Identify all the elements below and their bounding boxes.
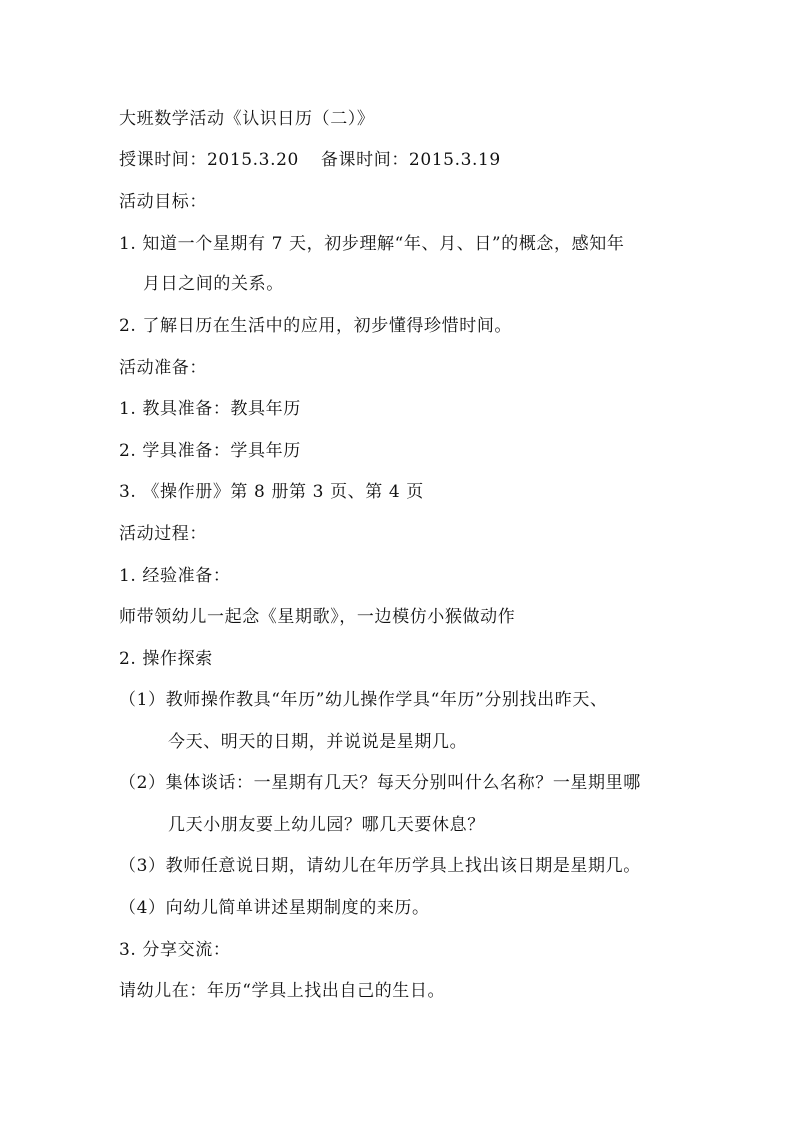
process-sub-2: （2）集体谈话：一星期有几天？每天分别叫什么名称？一星期里哪: [119, 773, 641, 793]
goal-item-1-continued: 月日之间的关系。: [143, 274, 284, 294]
preparation-heading: 活动准备：: [119, 358, 207, 378]
prep-date: 备课时间：2015.3.19: [320, 150, 501, 170]
preparation-item-1: 1. 教具准备：教具年历: [119, 399, 301, 419]
process-step-3-text: 请幼儿在：年历“学具上找出自己的生日。: [119, 981, 446, 1001]
date-line: [119, 149, 501, 171]
process-sub-2-continued: 几天小朋友要上幼儿园？哪几天要休息？: [168, 815, 485, 835]
preparation-item-3: 3. 《操作册》第 8 册第 3 页、第 4 页: [119, 482, 424, 502]
process-sub-4: （4）向幼儿简单讲述星期制度的来历。: [119, 898, 430, 918]
process-sub-1: （1）教师操作教具“年历”幼儿操作学具“年历”分别找出昨天、: [119, 690, 608, 710]
process-step-1-text: 师带领幼儿一起念《星期歌》，一边模仿小猴做动作: [119, 607, 516, 627]
lesson-date: 授课时间：2015.3.20: [119, 150, 299, 170]
goals-heading: 活动目标：: [119, 192, 207, 212]
process-heading: 活动过程：: [119, 524, 207, 544]
process-step-2: 2. 操作探索: [119, 649, 213, 669]
process-sub-1-continued: 今天、明天的日期，并说说是星期几。: [168, 732, 468, 752]
goal-item-2: 2. 了解日历在生活中的应用，初步懂得珍惜时间。: [119, 316, 513, 336]
preparation-item-2: 2. 学具准备：学具年历: [119, 441, 301, 461]
document-title: 大班数学活动《认识日历（二）》: [119, 109, 375, 129]
process-sub-3: （3）教师任意说日期，请幼儿在年历学具上找出该日期是星期几。: [119, 856, 641, 876]
goal-item-1: 1. 知道一个星期有 7 天，初步理解“年、月、日”的概念，感知年: [119, 234, 625, 254]
process-step-3: 3. 分享交流：: [119, 940, 231, 960]
process-step-1: 1. 经验准备：: [119, 566, 231, 586]
